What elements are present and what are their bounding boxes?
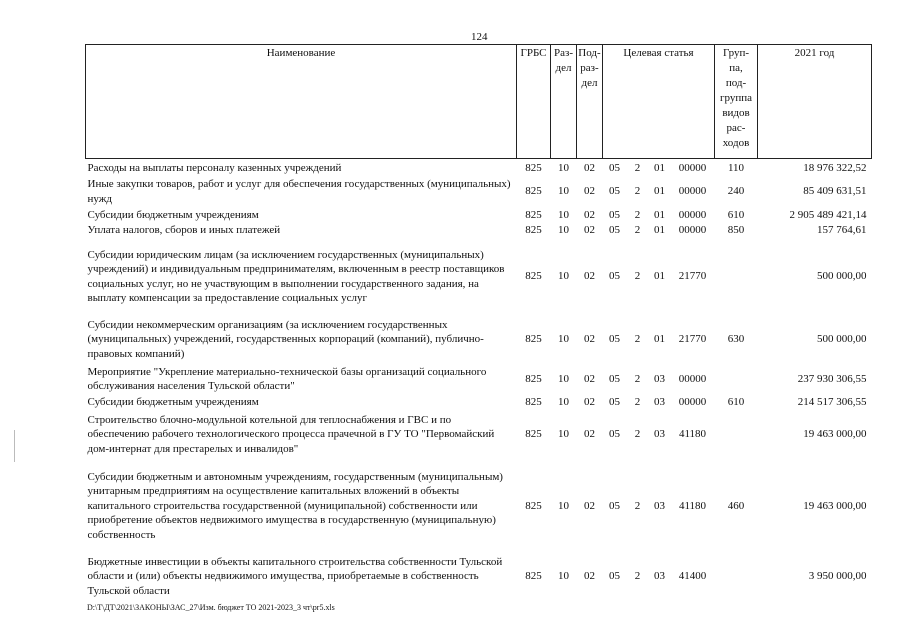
row-target-subprogram: 2 bbox=[634, 499, 641, 512]
row-grbs: 825 bbox=[525, 223, 542, 236]
table-row bbox=[86, 208, 872, 223]
row-razdel: 10 bbox=[558, 333, 569, 346]
row-grbs: 825 bbox=[525, 396, 542, 409]
row-target-event: 03 bbox=[654, 372, 665, 385]
row-target-subprogram: 2 bbox=[634, 428, 641, 441]
row-grbs: 825 bbox=[525, 185, 542, 198]
margin-mark bbox=[14, 430, 15, 462]
row-razdel: 10 bbox=[558, 570, 569, 583]
row-razdel: 10 bbox=[558, 223, 569, 236]
row-name: Субсидии бюджетным учреждениям bbox=[87, 396, 259, 409]
row-amount: 214 517 306,55 bbox=[797, 396, 867, 409]
row-target-direction: 41400 bbox=[678, 570, 707, 583]
row-expense-group: 610 bbox=[727, 396, 745, 409]
file-path-footer: D:\Т\ДТ\2021\ЗАКОНЫ\ЗАС_27\Изм. бюджет ТО 2021-2023_3 чт\pr5.xls bbox=[87, 603, 335, 612]
row-name: Субсидии юридическим лицам (за исключением государственных (муниципальных) учреждений) и индивидуальным предпринимателям, включенным в реестр поставщиков социальных услуг, но не участвующим в выполнении государственного задания, на выплату компенсации за предоставление социальных услуг bbox=[87, 248, 505, 304]
row-target-subprogram: 2 bbox=[634, 396, 641, 409]
row-name: Иные закупки товаров, работ и услуг для обеспечения государственных (муниципальных) нужд bbox=[87, 178, 511, 205]
row-amount: 2 905 489 421,14 bbox=[789, 208, 867, 221]
row-expense-group: 630 bbox=[727, 333, 745, 346]
row-grbs: 825 bbox=[525, 570, 542, 583]
row-target-program: 05 bbox=[609, 333, 620, 346]
row-amount: 18 976 322,52 bbox=[803, 162, 867, 174]
row-expense-group: 460 bbox=[727, 499, 745, 512]
header-grbs: ГРБС bbox=[517, 45, 551, 159]
row-target-direction: 41180 bbox=[678, 428, 707, 441]
header-name: Наименование bbox=[86, 45, 517, 159]
row-target-program: 05 bbox=[609, 162, 620, 174]
row-target-subprogram: 2 bbox=[634, 185, 641, 198]
table-row bbox=[86, 411, 872, 459]
table-row bbox=[86, 223, 872, 238]
row-grbs: 825 bbox=[525, 270, 542, 283]
row-amount: 237 930 306,55 bbox=[797, 372, 867, 385]
header-target-article: Целевая статья bbox=[603, 45, 715, 159]
row-target-program: 05 bbox=[609, 428, 620, 441]
row-target-event: 01 bbox=[654, 270, 665, 283]
row-expense-group bbox=[715, 238, 758, 316]
row-target-subprogram: 2 bbox=[634, 270, 641, 283]
table-row bbox=[86, 459, 872, 554]
row-target-program: 05 bbox=[609, 499, 620, 512]
row-target-subprogram: 2 bbox=[634, 570, 641, 583]
row-razdel: 10 bbox=[558, 270, 569, 283]
row-name: Строительство блочно-модульной котельной для теплоснабжения и ГВС и по обеспечению рабочего технологического процесса прачечной в ГУ ТО "Первомайский дом-интернат для престарелых и инвалидов" bbox=[87, 413, 495, 455]
row-target-subprogram: 2 bbox=[634, 372, 641, 385]
row-amount: 19 463 000,00 bbox=[803, 428, 867, 441]
row-target-direction: 00000 bbox=[678, 396, 707, 409]
row-target-event: 01 bbox=[654, 162, 665, 174]
row-podrazdel: 02 bbox=[584, 372, 595, 385]
row-razdel: 10 bbox=[558, 208, 569, 221]
row-razdel: 10 bbox=[558, 162, 569, 174]
row-expense-group bbox=[715, 554, 758, 600]
row-amount: 3 950 000,00 bbox=[808, 570, 867, 583]
row-podrazdel: 02 bbox=[584, 396, 595, 409]
row-podrazdel: 02 bbox=[584, 208, 595, 221]
row-target-program: 05 bbox=[609, 208, 620, 221]
row-target-direction: 00000 bbox=[678, 162, 707, 174]
row-target-subprogram: 2 bbox=[634, 162, 641, 174]
row-target-event: 01 bbox=[654, 223, 665, 236]
row-expense-group: 110 bbox=[727, 162, 745, 174]
row-grbs: 825 bbox=[525, 372, 542, 385]
row-razdel: 10 bbox=[558, 499, 569, 512]
row-target-direction: 00000 bbox=[678, 185, 707, 198]
row-target-direction: 21770 bbox=[678, 333, 707, 346]
row-podrazdel: 02 bbox=[584, 499, 595, 512]
row-grbs: 825 bbox=[525, 208, 542, 221]
row-razdel: 10 bbox=[558, 372, 569, 385]
row-grbs: 825 bbox=[525, 162, 542, 174]
row-amount: 500 000,00 bbox=[817, 270, 867, 283]
table-row bbox=[86, 395, 872, 411]
row-podrazdel: 02 bbox=[584, 428, 595, 441]
row-expense-group: 610 bbox=[727, 208, 745, 221]
row-target-direction: 00000 bbox=[678, 372, 707, 385]
table-body bbox=[86, 159, 872, 600]
row-name: Уплата налогов, сборов и иных платежей bbox=[87, 223, 281, 236]
row-target-event: 01 bbox=[654, 208, 665, 221]
row-name: Субсидии некоммерческим организациям (за исключением государственных (муниципальных) учреждений, государственных корпораций (компаний), публично-правовых компаний) bbox=[87, 318, 484, 360]
row-grbs: 825 bbox=[525, 333, 542, 346]
row-expense-group: 850 bbox=[727, 223, 745, 236]
row-podrazdel: 02 bbox=[584, 270, 595, 283]
row-target-direction: 41180 bbox=[678, 499, 707, 512]
row-grbs: 825 bbox=[525, 499, 542, 512]
row-podrazdel: 02 bbox=[584, 223, 595, 236]
page-number: 124 bbox=[471, 31, 488, 43]
row-name: Мероприятие "Укрепление материально-технической базы организаций социального обслуживания населения Тульской области" bbox=[87, 365, 487, 392]
row-target-direction: 00000 bbox=[678, 223, 707, 236]
row-razdel: 10 bbox=[558, 396, 569, 409]
row-target-direction: 00000 bbox=[678, 208, 707, 221]
row-expense-group bbox=[715, 411, 758, 459]
row-target-program: 05 bbox=[609, 223, 620, 236]
row-name: Расходы на выплаты персоналу казенных учреждений bbox=[87, 162, 342, 174]
table-row bbox=[86, 364, 872, 395]
row-target-event: 01 bbox=[654, 185, 665, 198]
row-target-program: 05 bbox=[609, 372, 620, 385]
table-row bbox=[86, 316, 872, 364]
row-podrazdel: 02 bbox=[584, 162, 595, 174]
row-target-event: 03 bbox=[654, 570, 665, 583]
row-razdel: 10 bbox=[558, 185, 569, 198]
row-target-event: 03 bbox=[654, 396, 665, 409]
row-amount: 157 764,61 bbox=[817, 223, 867, 236]
row-target-program: 05 bbox=[609, 570, 620, 583]
header-podrazdel: Под- раз- дел bbox=[577, 45, 603, 159]
row-amount: 85 409 631,51 bbox=[803, 185, 867, 198]
row-name: Субсидии бюджетным и автономным учреждениям, государственным (муниципальным) унитарным предприятиям на осуществление капитальных вложений в объекты капитального строительства государственной (муниципальной) собственности или приобретение объектов недвижимого имущества в государственную (муниципальную) собственность bbox=[87, 470, 503, 541]
row-podrazdel: 02 bbox=[584, 570, 595, 583]
table-row bbox=[86, 159, 872, 176]
row-expense-group: 240 bbox=[727, 185, 745, 198]
row-target-program: 05 bbox=[609, 185, 620, 198]
row-target-direction: 21770 bbox=[678, 270, 707, 283]
table-row bbox=[86, 176, 872, 208]
row-name: Бюджетные инвестиции в объекты капитального строительства собственности Тульской области и (или) объекты недвижимого имущества, приобретаемые в собственность Тульской области bbox=[87, 555, 503, 597]
row-expense-group bbox=[715, 364, 758, 395]
row-grbs: 825 bbox=[525, 428, 542, 441]
row-target-event: 03 bbox=[654, 428, 665, 441]
row-podrazdel: 02 bbox=[584, 333, 595, 346]
header-expense-group: Груп- па, под- группа видов рас- ходов bbox=[715, 45, 758, 159]
row-amount: 500 000,00 bbox=[817, 333, 867, 346]
table-header bbox=[86, 45, 872, 159]
row-target-event: 03 bbox=[654, 499, 665, 512]
row-podrazdel: 02 bbox=[584, 185, 595, 198]
row-name: Субсидии бюджетным учреждениям bbox=[87, 208, 259, 221]
row-target-subprogram: 2 bbox=[634, 333, 641, 346]
row-target-program: 05 bbox=[609, 396, 620, 409]
row-target-subprogram: 2 bbox=[634, 223, 641, 236]
table-row bbox=[86, 238, 872, 316]
row-target-subprogram: 2 bbox=[634, 208, 641, 221]
header-razdel: Раз- дел bbox=[551, 45, 577, 159]
row-amount: 19 463 000,00 bbox=[803, 499, 867, 512]
budget-table bbox=[85, 44, 872, 600]
row-target-event: 01 bbox=[654, 333, 665, 346]
row-target-program: 05 bbox=[609, 270, 620, 283]
header-year-2021: 2021 год bbox=[758, 45, 872, 159]
table-row bbox=[86, 554, 872, 600]
row-razdel: 10 bbox=[558, 428, 569, 441]
